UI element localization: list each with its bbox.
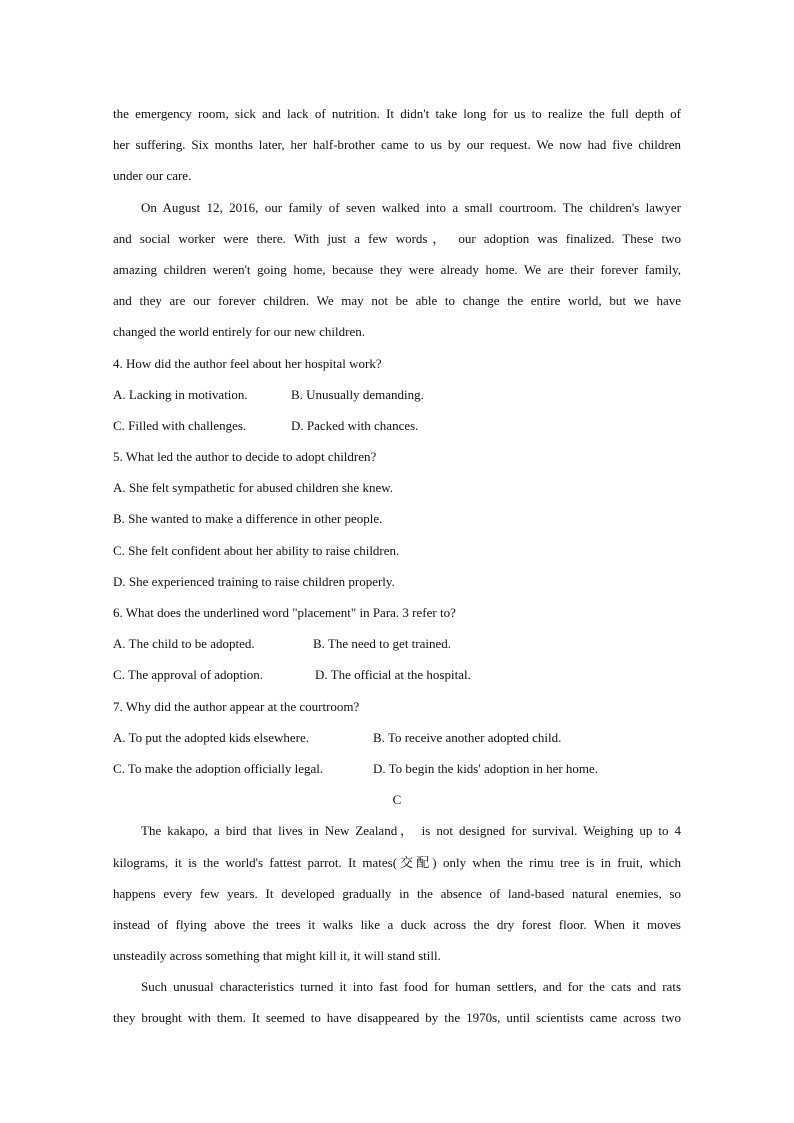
- passage-b-line-2: her suffering. Six months later, her half-brother came to us by our request. We now had five children: [113, 137, 681, 153]
- question-6-option-c[interactable]: C. The approval of adoption.: [113, 667, 263, 683]
- section-c-p1-line-4: instead of flying above the trees it walks like a duck across the dry forest floor. When it moves: [113, 916, 681, 932]
- passage-b-p2-line-2: and social worker were there. With just a few words， our adoption was finalized. These two: [113, 230, 681, 246]
- question-5-option-b[interactable]: B. She wanted to make a difference in other people.: [113, 511, 383, 527]
- section-c-p2-line-2: they brought with them. It seemed to have disappeared by the 1970s, until scientists came across two: [113, 1010, 681, 1026]
- section-c-p2-line-1: Such unusual characteristics turned it into fast food for human settlers, and for the cats and rats: [141, 979, 681, 995]
- section-c-p1-line-5: unsteadily across something that might kill it, it will stand still.: [113, 948, 441, 964]
- question-5-stem: 5. What led the author to decide to adopt children?: [113, 449, 377, 465]
- question-4-options-row-2: [113, 410, 681, 441]
- question-6-stem: 6. What does the underlined word "placement" in Para. 3 refer to?: [113, 605, 456, 620]
- question-6-option-d[interactable]: D. The official at the hospital.: [315, 667, 471, 683]
- question-7-option-a[interactable]: A. To put the adopted kids elsewhere.: [113, 729, 309, 745]
- section-c-p1-line-3: happens every few years. It developed gradually in the absence of land-based natural enemies, so: [113, 885, 681, 901]
- question-7-options-row-1: [113, 722, 681, 753]
- question-7-option-c[interactable]: C. To make the adoption officially legal.: [113, 760, 324, 776]
- question-6-options-row-2: [113, 659, 681, 690]
- question-4-option-d[interactable]: D. Packed with chances.: [291, 417, 419, 433]
- question-5-option-c[interactable]: C. She felt confident about her ability to raise children.: [113, 542, 400, 558]
- question-4-option-b[interactable]: B. Unusually demanding.: [291, 386, 424, 402]
- passage-b-p2-line-3: amazing children weren't going home, because they were already home. We are their forever family,: [113, 261, 681, 277]
- passage-b-p2-line-1: On August 12, 2016, our family of seven walked into a small courtroom. The children's lawyer: [141, 199, 681, 215]
- question-7-option-d[interactable]: D. To begin the kids' adoption in her home.: [373, 760, 599, 776]
- question-5-option-a[interactable]: A. She felt sympathetic for abused children she knew.: [113, 480, 394, 496]
- passage-b-p2-line-5: changed the world entirely for our new children.: [113, 324, 365, 340]
- question-6-option-a[interactable]: A. The child to be adopted.: [113, 636, 255, 652]
- passage-b-line-3: under our care.: [113, 168, 192, 184]
- question-6-option-b[interactable]: B. The need to get trained.: [313, 636, 452, 652]
- passage-b-p2-line-4: and they are our forever children. We may not be able to change the entire world, but we have: [113, 293, 681, 309]
- question-6-options-row-1: [113, 628, 681, 659]
- section-c-p1-line-2: kilograms, it is the world's fattest parrot. It mates(交配) only when the rimu tree is in fruit, which: [113, 854, 681, 870]
- section-c-heading: C: [392, 792, 402, 808]
- question-4-stem: 4. How did the author feel about her hospital work?: [113, 355, 382, 371]
- question-7-stem: 7. Why did the author appear at the courtroom?: [113, 698, 360, 714]
- section-c-p1-line-1: The kakapo, a bird that lives in New Zealand， is not designed for survival. Weighing up to 4: [141, 823, 681, 839]
- question-7-option-b[interactable]: B. To receive another adopted child.: [373, 729, 562, 745]
- question-4-options-row-1: [113, 379, 681, 410]
- exam-page: [113, 98, 681, 1034]
- question-4-option-c[interactable]: C. Filled with challenges.: [113, 417, 247, 433]
- question-7-options-row-2: [113, 753, 681, 784]
- question-4-option-a[interactable]: A. Lacking in motivation.: [113, 386, 248, 402]
- question-5-option-d[interactable]: D. She experienced training to raise children properly.: [113, 573, 395, 589]
- passage-b-line-1: the emergency room, sick and lack of nutrition. It didn't take long for us to realize the full depth of: [113, 106, 681, 121]
